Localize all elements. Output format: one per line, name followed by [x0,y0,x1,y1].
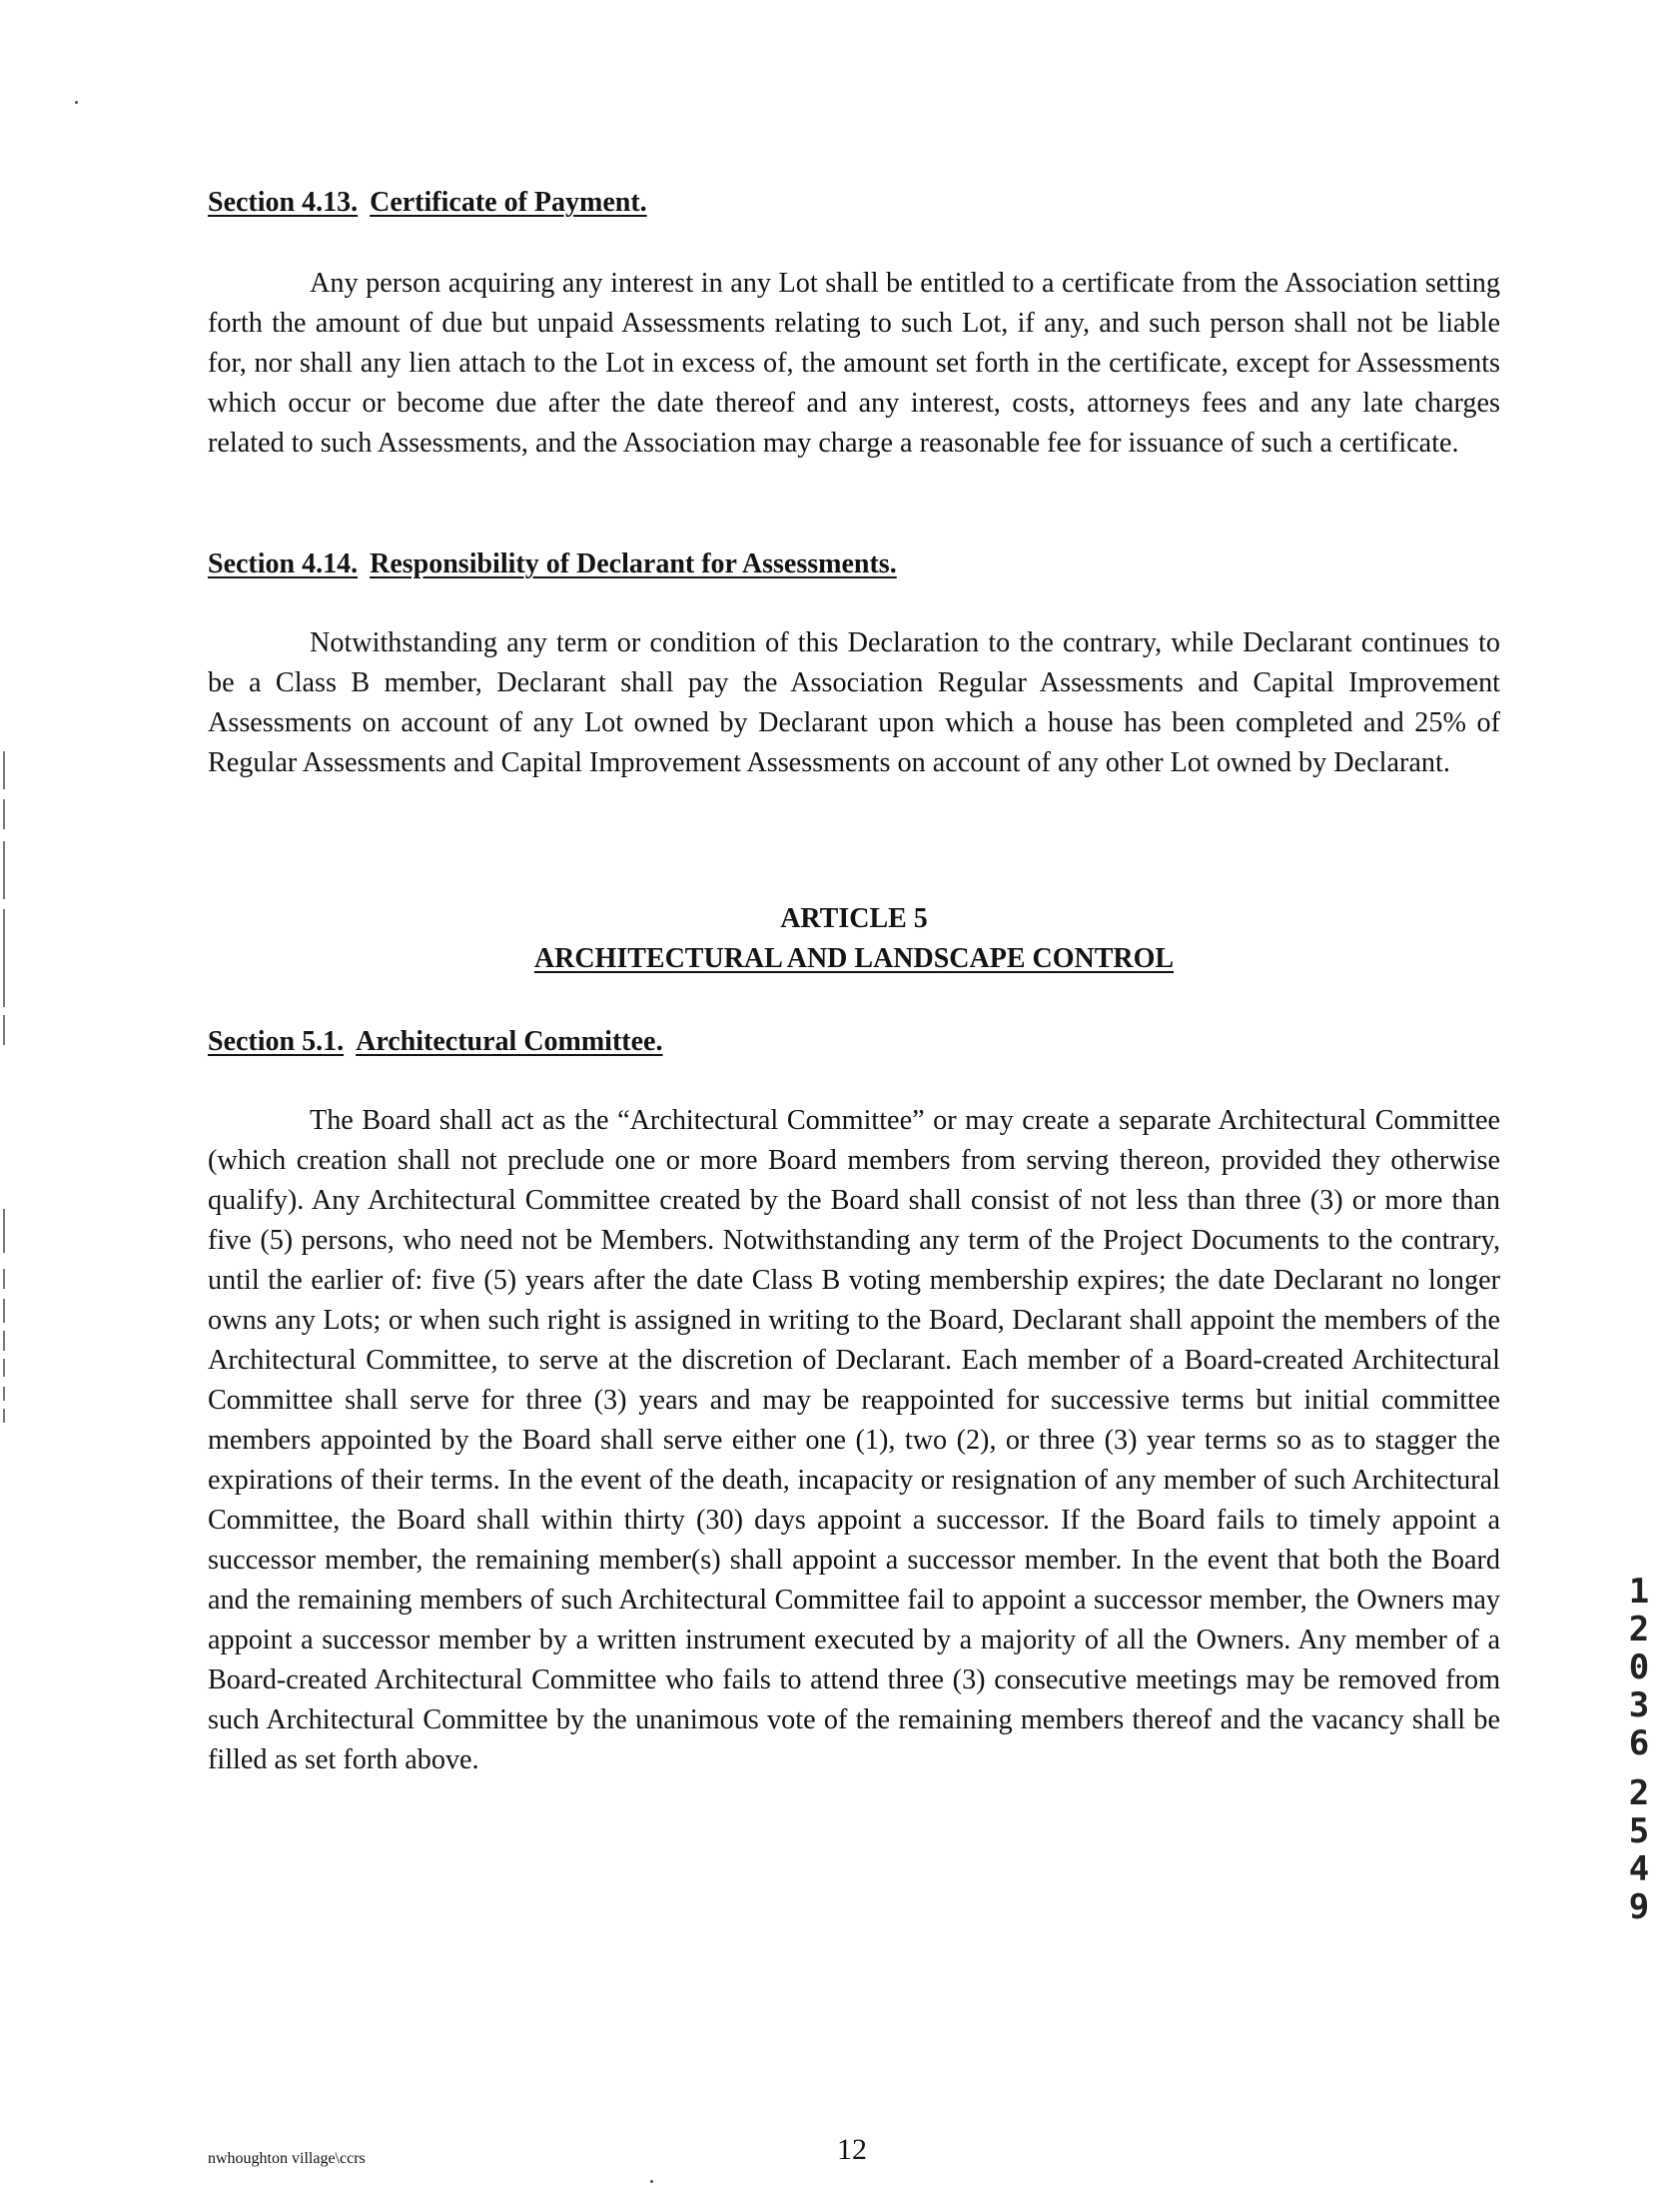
scan-margin-mark [3,1269,5,1289]
section-5-1-heading [208,1025,662,1059]
article-label: ARTICLE 5 [780,903,928,934]
article-5-heading [208,899,1500,979]
scan-margin-mark [3,1299,5,1323]
footer-file-path: nwhoughton village\ccrs [208,2150,366,2167]
section-number: Section 4.13. [208,187,359,218]
section-title: Responsibility of Declarant for Assessments. [370,548,897,579]
scan-margin-mark [3,1331,5,1351]
scan-margin-mark [3,909,5,1007]
scan-speck [650,2180,653,2183]
scan-margin-mark [3,1409,5,1423]
stamp-digit: 2 [1628,1773,1650,1813]
stamp-digit: 9 [1628,1887,1650,1927]
scan-margin-mark [3,1359,5,1377]
section-4-13-heading [208,186,647,220]
scan-margin-mark [3,841,5,899]
scan-margin-mark [3,799,5,829]
scan-speck [75,101,78,104]
section-title: Architectural Committee. [356,1026,663,1057]
stamp-digit: 5 [1628,1811,1650,1851]
scan-margin-mark [3,1015,5,1045]
section-4-14-body: Notwithstanding any term or condition of this Declaration to the contrary, while Declarant continues to be a Class B member, Declarant shall pay the Association Regular Assessments and Capital Improvement Assessments on account of any Lot owned by Declarant upon which a house has been completed and 25% of Regular Assessments and Capital Improvement Assessments on account of any other Lot owned by Declarant. [208,627,1500,778]
recording-stamp-group-1 [1624,1573,1654,1762]
section-4-14-heading [208,547,897,581]
section-5-1-body: The Board shall act as the “Architectural Committee” or may create a separate Architectural Committee (which creation shall not preclude one or more Board members from serving thereon, provided they otherwise qualify). Any Architectural Committee created by the Board shall consist of not less than three (3) or more than five (5) persons, who need not be Members. Notwithstanding any term of the Project Documents to the contrary, until the earlier of: five (5) years after the date Class B voting membership expires; the date Declarant no longer owns any Lots; or when such right is assigned in writing to the Board, Declarant shall appoint the members of the Architectural Committee, to serve at the discretion of Declarant. Each member of a Board-created Architectural Committee shall serve for three (3) years and may be reappointed for successive terms but initial committee members appointed by the Board shall serve either one (1), two (2), or three (3) year terms so as to stagger the expirations of their terms. In the event of the death, incapacity or resignation of any member of such Architectural Committee, the Board shall within thirty (30) days appoint a successor. If the Board fails to timely appoint a successor member, the remaining member(s) shall appoint a successor member. In the event that both the Board and the remaining members of such Architectural Committee fail to appoint a successor member, the Owners may appoint a successor member by a written instrument executed by a majority of all the Owners. Any member of a Board-created Architectural Committee who fails to attend three (3) consecutive meetings may be removed from such Architectural Committee by the unanimous vote of the remaining members thereof and the vacancy shall be filled as set forth above. [208,1105,1500,1775]
page-number: 12 [837,2133,867,2166]
article-title: ARCHITECTURAL AND LANDSCAPE CONTROL [533,943,1175,974]
stamp-digit: 4 [1628,1849,1650,1889]
stamp-digit: 3 [1628,1685,1650,1725]
stamp-digit: 6 [1628,1723,1650,1763]
section-number: Section 4.14. [208,548,359,579]
scan-margin-mark [3,1209,5,1253]
stamp-digit: 0 [1628,1647,1650,1687]
stamp-digit: 1 [1628,1572,1650,1612]
scan-margin-mark [3,751,5,789]
stamp-digit: 2 [1628,1610,1650,1649]
recording-stamp-group-2 [1624,1774,1654,1926]
section-4-13-body: Any person acquiring any interest in any Lot shall be entitled to a certificate from the Association setting forth the amount of due but unpaid Assessments relating to such Lot, if any, and such person shall not be liable for, nor shall any lien attach to the Lot in excess of, the amount set forth in the certificate, except for Assessments which occur or become due after the date thereof and any interest, costs, attorneys fees and any late charges related to such Assessments, and the Association may charge a reasonable fee for issuance of such a certificate. [208,268,1500,459]
section-number: Section 5.1. [208,1026,345,1057]
scan-margin-mark [3,1387,5,1401]
section-title: Certificate of Payment. [370,187,647,218]
